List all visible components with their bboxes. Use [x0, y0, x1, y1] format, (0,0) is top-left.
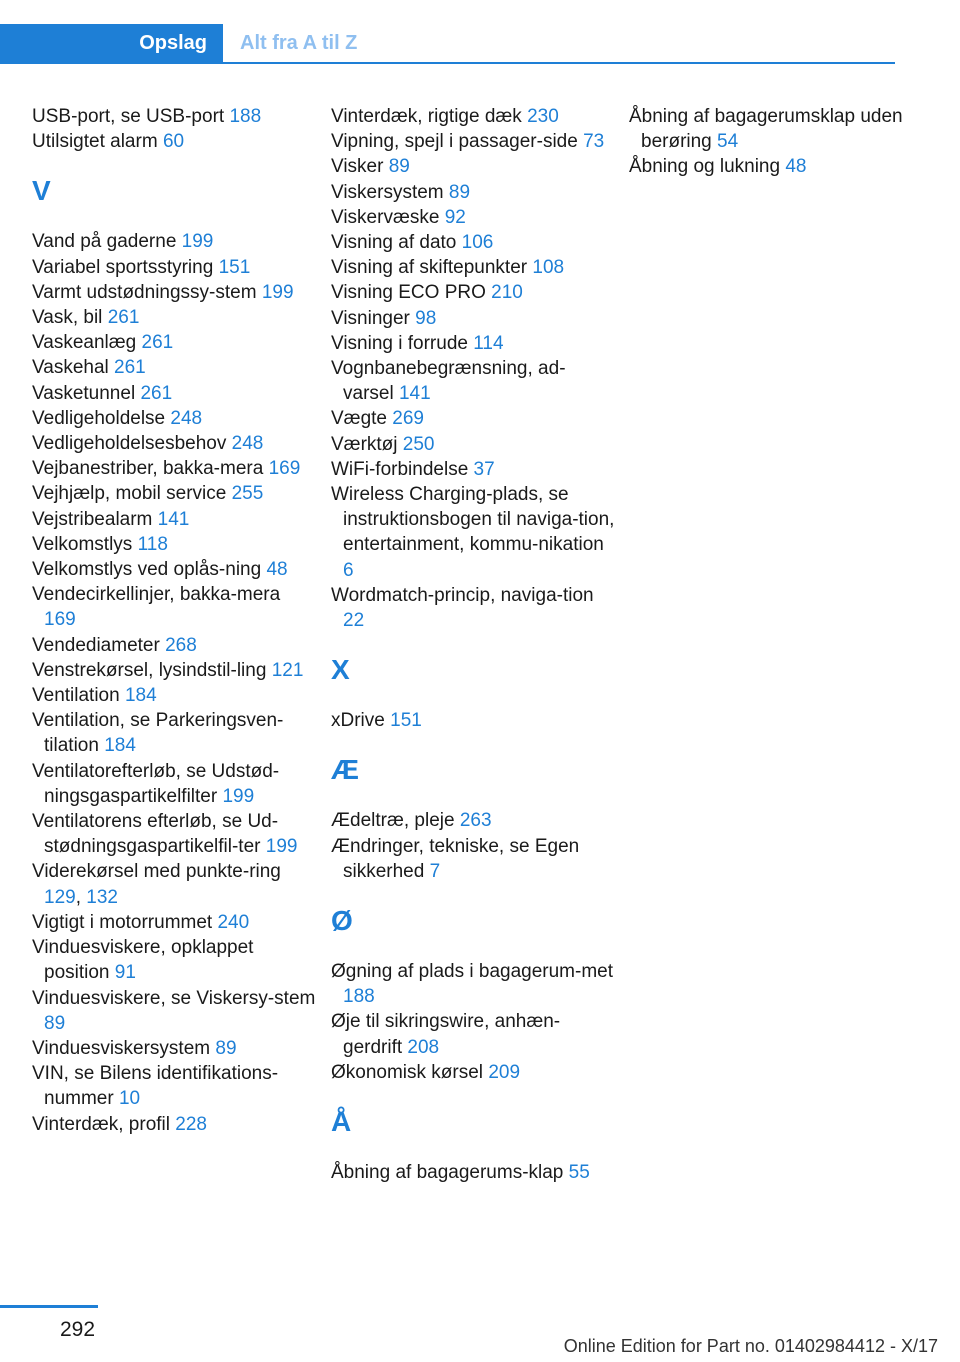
index-entry — [32, 759, 317, 809]
index-entry — [32, 582, 317, 632]
entry-term: Vendediameter — [32, 634, 160, 656]
page-number: 292 — [60, 1318, 96, 1341]
entry-term: Vinduesviskere, opklappet position — [32, 937, 254, 984]
index-entry — [331, 808, 616, 833]
entry-term: Varmt udstødningssy-stem — [32, 281, 257, 303]
entry-term: Viderekørsel med punkte-ring — [32, 861, 281, 883]
entry-term: WiFi-forbindelse — [331, 458, 469, 480]
section-letter: Ø — [331, 905, 353, 937]
page-link[interactable]: 141 — [157, 508, 190, 530]
page-link[interactable]: 261 — [141, 332, 174, 354]
index-entry — [331, 230, 616, 255]
page-link[interactable]: 199 — [181, 231, 214, 253]
page-link[interactable]: 184 — [104, 735, 136, 757]
index-entry — [331, 205, 616, 230]
page-link[interactable]: 263 — [459, 810, 492, 832]
index-entry — [331, 1009, 616, 1059]
footer-edition: Online Edition for Part no. 01402984412 - X/17 — [563, 1336, 938, 1356]
index-entry — [32, 658, 317, 683]
entry-term: Åbning af bagagerumsklap uden berøring — [629, 106, 903, 153]
page-link[interactable]: 132 — [86, 886, 118, 908]
entry-term: USB-port, se USB-port — [32, 106, 225, 127]
index-entry — [32, 1061, 317, 1111]
page-link[interactable]: 55 — [568, 1162, 590, 1184]
page-link[interactable]: 114 — [473, 332, 504, 354]
index-entry — [32, 406, 317, 431]
page-link[interactable]: 73 — [583, 131, 605, 153]
page-link[interactable]: 208 — [407, 1036, 440, 1058]
page-link[interactable]: 169 — [44, 609, 76, 631]
index-entry — [331, 432, 616, 457]
index-entry — [331, 708, 616, 733]
tab-alt-fra-a-til-z[interactable]: Alt fra A til Z — [240, 32, 358, 54]
page-link[interactable]: 108 — [532, 257, 565, 279]
entry-term: Visning af dato — [331, 232, 457, 254]
index-entry — [32, 986, 317, 1036]
entry-term: Vinterdæk, rigtige dæk — [331, 106, 522, 127]
page-link[interactable]: 269 — [392, 408, 424, 430]
tab-opslag[interactable]: Opslag — [0, 24, 223, 62]
page-link[interactable]: 240 — [217, 911, 250, 933]
index-entry — [331, 180, 616, 205]
index-entry — [629, 104, 909, 154]
entry-term: Økonomisk kørsel — [331, 1061, 484, 1083]
entry-term: Venstrekørsel, lysindstil-ling — [32, 659, 267, 681]
index-entry — [32, 507, 317, 532]
page-link[interactable]: 184 — [124, 685, 157, 707]
index-entry — [331, 356, 616, 406]
page-link[interactable]: 89 — [448, 181, 471, 203]
index-entry — [331, 129, 616, 154]
index-entry — [331, 1060, 616, 1085]
tab-bar — [0, 24, 895, 64]
entry-term: Vipning, spejl i passager-side — [331, 131, 578, 153]
entry-term: Vinduesviskersystem — [32, 1037, 211, 1059]
page-link[interactable]: 89 — [215, 1037, 237, 1059]
page-link[interactable]: 121 — [271, 659, 304, 681]
page-link[interactable]: 209 — [488, 1061, 521, 1083]
index-column-3 — [629, 104, 909, 180]
entry-term: Vendecirkellinjer, bakka-mera — [32, 584, 281, 606]
page-link[interactable]: 141 — [398, 383, 431, 405]
entry-term: Vask, bil — [32, 307, 103, 329]
index-entry — [331, 255, 616, 280]
page-link[interactable]: 7 — [429, 860, 441, 882]
entry-term: Vognbanebegrænsning, ad-varsel — [331, 358, 566, 405]
index-entry — [32, 255, 317, 280]
entry-term: Ædeltræ, pleje — [331, 810, 455, 832]
index-entry — [32, 809, 317, 859]
entry-term: Visning ECO PRO — [331, 282, 486, 304]
entry-term: Ventilatorens efterløb, se Ud-stødningsgaspartikelfil-ter — [32, 811, 279, 858]
page-link[interactable]: 210 — [491, 282, 523, 304]
entry-term: Vasketunnel — [32, 382, 136, 404]
page-number-rule — [0, 1305, 98, 1308]
page-link[interactable]: 106 — [461, 232, 494, 254]
index-entry — [32, 1036, 317, 1061]
page-link[interactable]: 248 — [231, 433, 264, 455]
index-entry — [32, 683, 317, 708]
index-entry — [32, 330, 317, 355]
index-entry — [32, 557, 317, 582]
index-entry — [32, 280, 317, 305]
index-entry: Viderekørsel med punkte-ring 129, 132 — [32, 861, 281, 908]
entry-term: Vejstribealarm — [32, 508, 153, 530]
page-link[interactable]: 48 — [266, 559, 288, 581]
page-link[interactable]: 169 — [268, 458, 301, 480]
entry-term: Visker — [331, 156, 384, 178]
entry-term: Åbning af bagagerums-klap — [331, 1162, 564, 1184]
page-link[interactable]: 91 — [114, 962, 136, 984]
entry-term: Visning af skiftepunkter — [331, 257, 528, 279]
page-link[interactable]: 89 — [44, 1012, 66, 1034]
index-entry — [331, 457, 616, 482]
page-link[interactable]: 188 — [343, 986, 375, 1008]
entry-term: Øje til sikringswire, anhæn-gerdrift — [331, 1011, 561, 1058]
page-link[interactable]: 228 — [175, 1113, 207, 1135]
index-entry — [32, 229, 317, 254]
index-entry — [331, 1160, 616, 1185]
entry-term: VIN, se Bilens identifikations-nummer — [32, 1063, 279, 1110]
entry-term: Vejbanestriber, bakka-mera — [32, 458, 264, 480]
page-link[interactable]: 230 — [527, 106, 559, 127]
page-link[interactable]: 188 — [229, 106, 262, 127]
index-entry — [32, 104, 317, 129]
entry-term: Vægte — [331, 408, 387, 430]
page-link[interactable]: 248 — [170, 407, 203, 429]
page-link[interactable]: 250 — [402, 433, 435, 455]
entry-term: Ventilation — [32, 685, 120, 707]
entry-term: Vinduesviskere, se Viskersy-stem — [32, 987, 316, 1009]
entry-term: Vaskehal — [32, 357, 109, 379]
page-link[interactable]: 60 — [162, 131, 185, 153]
index-entry — [32, 708, 317, 758]
index-column-1 — [32, 104, 317, 1137]
index-entry — [32, 305, 317, 330]
index-entry — [32, 935, 317, 985]
page-link[interactable]: 261 — [140, 382, 173, 404]
index-entry — [331, 834, 616, 884]
index-entry — [629, 154, 909, 179]
index-entry — [32, 355, 317, 380]
entry-term: Øgning af plads i bagagerum-met — [331, 961, 613, 983]
page-link[interactable]: 129 — [44, 886, 76, 908]
entry-term: Vedligeholdelse — [32, 407, 166, 429]
page-link[interactable]: 255 — [231, 483, 264, 505]
page-link[interactable]: 199 — [265, 836, 298, 858]
entry-term: Wordmatch-princip, naviga-tion — [331, 584, 594, 606]
page-link[interactable]: 261 — [114, 357, 146, 379]
entry-term: Ventilatorefterløb, se Udstød-ningsgaspartikelfilter — [32, 760, 280, 807]
page-link[interactable]: 89 — [388, 156, 410, 178]
entry-term: Wireless Charging-plads, se instruktionsbogen til naviga-tion, entertainment, kommu-nikation — [331, 484, 615, 556]
entry-term: Viskersystem — [331, 181, 444, 203]
entry-term: Vaskeanlæg — [32, 332, 137, 354]
entry-term: Vedligeholdelsesbehov — [32, 433, 227, 455]
index-entry — [331, 406, 616, 431]
entry-term: Vigtigt i motorrummet — [32, 911, 213, 933]
page-link[interactable]: 199 — [261, 281, 294, 303]
index-entry — [32, 910, 317, 935]
page-link[interactable]: 151 — [218, 256, 251, 278]
index-entry — [32, 1112, 317, 1137]
entry-term: Variabel sportsstyring — [32, 256, 214, 278]
page-link[interactable]: 268 — [165, 634, 197, 656]
entry-term: Velkomstlys ved oplås-ning — [32, 559, 262, 581]
entry-term: Visning i forrude — [331, 332, 468, 354]
entry-term: Utilsigtet alarm — [32, 131, 158, 153]
page-link[interactable]: 54 — [717, 131, 739, 153]
entry-term: Velkomstlys — [32, 533, 133, 555]
section-letter: V — [32, 175, 51, 207]
page-link[interactable]: 92 — [444, 206, 466, 228]
index-entry — [32, 481, 317, 506]
index-entry — [331, 959, 616, 1009]
index-entry — [331, 306, 616, 331]
entry-term: Vand på gaderne — [32, 231, 177, 253]
index-column-2 — [331, 104, 616, 1185]
index-entry — [331, 331, 616, 356]
section-letter: X — [331, 654, 350, 686]
entry-term: Værktøj — [331, 433, 398, 455]
page-link[interactable]: 98 — [415, 307, 437, 329]
entry-term: Åbning og lukning — [629, 156, 781, 178]
index-entry — [331, 583, 616, 633]
index-entry — [331, 104, 616, 129]
section-letter: Å — [331, 1106, 352, 1138]
index-entry — [331, 482, 616, 583]
index-entry — [32, 129, 317, 154]
entry-term: xDrive — [331, 710, 385, 732]
index-entry — [331, 154, 616, 179]
entry-term: Ændringer, tekniske, se Egen sikkerhed — [331, 835, 580, 882]
page-link[interactable]: 199 — [222, 785, 255, 807]
page-link[interactable]: 151 — [390, 710, 422, 732]
page-link[interactable]: 37 — [473, 458, 495, 480]
index-entry — [32, 431, 317, 456]
entry-term: Vinterdæk, profil — [32, 1113, 170, 1135]
page-link[interactable]: 261 — [107, 307, 140, 329]
page-link[interactable]: 118 — [137, 533, 168, 555]
page-link[interactable]: 6 — [343, 559, 354, 581]
index-entry — [32, 381, 317, 406]
entry-term: Vejhjælp, mobil service — [32, 483, 227, 505]
index-entry — [32, 456, 317, 481]
index-entry — [32, 633, 317, 658]
entry-term: Visninger — [331, 307, 410, 329]
entry-term: Viskervæske — [331, 206, 440, 228]
page-link[interactable]: 48 — [785, 156, 807, 178]
page-link[interactable]: 10 — [118, 1088, 141, 1110]
section-letter: Æ — [331, 754, 359, 786]
page-link[interactable]: 22 — [343, 610, 365, 632]
index-entry — [331, 280, 616, 305]
index-entry — [32, 532, 317, 557]
entry-term: Ventilation, se Parkeringsven-tilation — [32, 710, 284, 757]
